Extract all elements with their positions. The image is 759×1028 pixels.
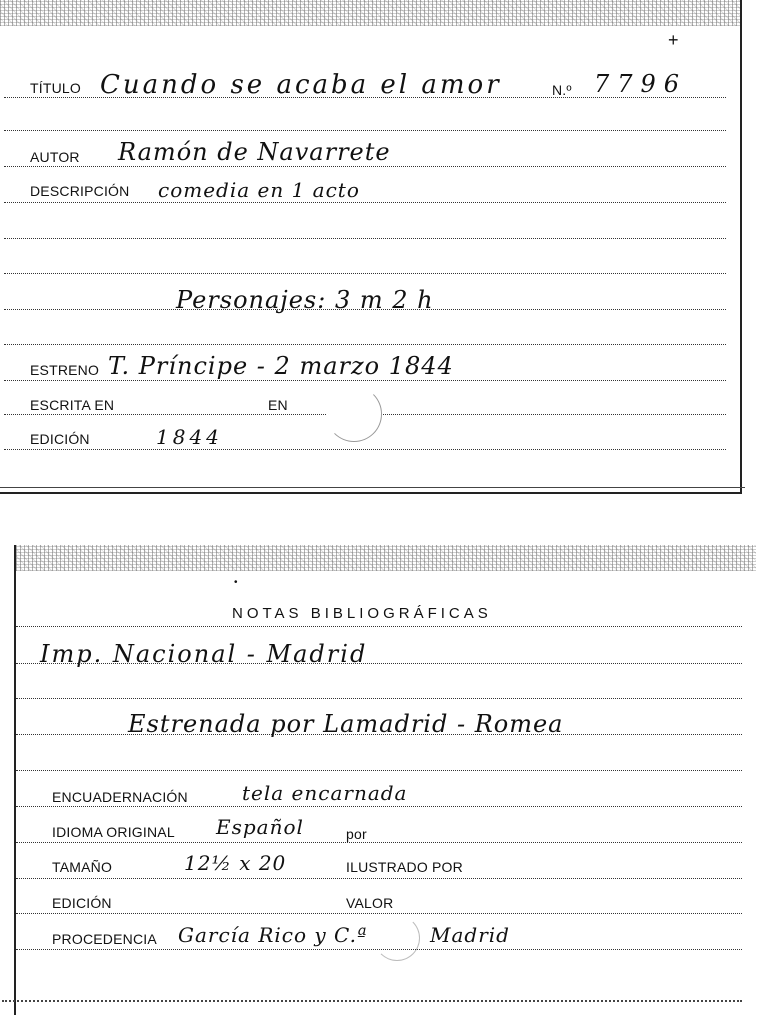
procedencia-city: Madrid: [430, 923, 510, 947]
personajes-value: Personajes: 3 m 2 h: [176, 286, 434, 314]
idioma-value: Español: [216, 815, 304, 839]
numero-value: 7796: [594, 70, 688, 98]
valor-label: VALOR: [346, 895, 394, 911]
card-top-edge: [0, 0, 740, 26]
notas-heading: NOTAS BIBLIOGRÁFICAS: [232, 605, 492, 622]
autor-label: AUTOR: [30, 149, 80, 165]
estreno-value: T. Príncipe - 2 marzo 1844: [108, 352, 454, 380]
tamano-value: 12½ x 20: [184, 851, 287, 875]
descripcion-label: DESCRIPCIÓN: [30, 183, 130, 199]
nota-imprenta: Imp. Nacional - Madrid: [40, 640, 368, 668]
ilustrado-label: ILUSTRADO POR: [346, 859, 463, 875]
procedencia-value: García Rico y C.ª: [178, 923, 368, 947]
idioma-label: IDIOMA ORIGINAL: [52, 824, 175, 840]
edicion2-label: EDICIÓN: [52, 895, 112, 911]
estreno-label: ESTRENO: [30, 362, 100, 378]
stamp-blot: [374, 915, 420, 961]
titulo-value: Cuando se acaba el amor: [100, 70, 502, 100]
cut-line: [0, 487, 745, 488]
encuadernacion-label: ENCUADERNACIÓN: [52, 789, 188, 805]
procedencia-label: PROCEDENCIA: [52, 931, 157, 947]
plus-mark: +: [668, 30, 679, 50]
escrita-label: ESCRITA EN: [30, 397, 115, 413]
nota-estreno: Estrenada por Lamadrid - Romea: [128, 710, 564, 738]
numero-label: N.º: [552, 82, 572, 98]
catalog-card-front: [0, 0, 742, 494]
edicion-label: EDICIÓN: [30, 431, 90, 447]
en-label: EN: [268, 397, 288, 413]
tamano-label: TAMAÑO: [52, 859, 113, 875]
autor-value: Ramón de Navarrete: [118, 138, 391, 166]
encuadernacion-value: tela encarnada: [242, 781, 408, 805]
catalog-card-back: [14, 545, 756, 1015]
stamp-blot: [326, 386, 382, 442]
descripcion-value: comedia en 1 acto: [158, 178, 360, 202]
edicion-value: 1844: [156, 425, 223, 449]
card-top-edge: [16, 545, 756, 571]
titulo-label: TÍTULO: [30, 80, 81, 96]
por-label: por: [346, 826, 367, 842]
dot-mark: •: [234, 577, 238, 588]
